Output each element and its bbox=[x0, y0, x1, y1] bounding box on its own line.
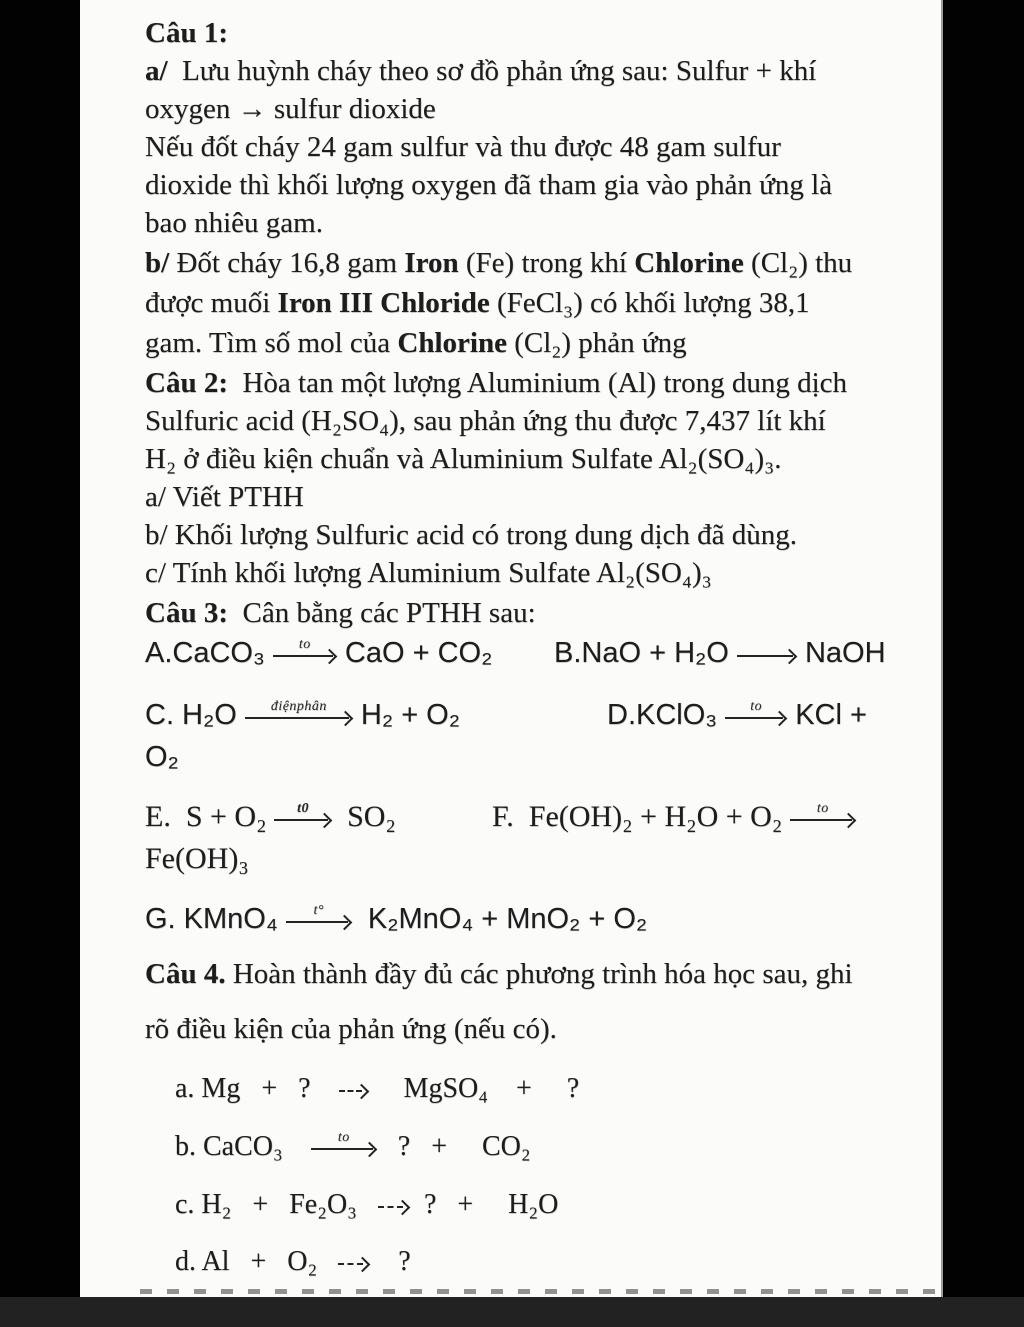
text-line bbox=[80, 244, 941, 282]
text-run: dioxide thì khối lượng oxygen đã tham gia vào phản ứng là bbox=[145, 169, 833, 201]
reaction-arrow-icon bbox=[286, 903, 352, 930]
text-run: E. S + O₂ bbox=[145, 800, 275, 833]
text-run: SO₂ bbox=[332, 800, 396, 833]
text-run: (Cl₂) phản ứng bbox=[506, 327, 687, 359]
text-run: H₂ ở điều kiện chuẩn và Aluminium Sulfate Al₂(SO₄)₃. bbox=[145, 443, 782, 475]
text-run: (FeCl₃) có khối lượng 38,1 bbox=[489, 287, 810, 319]
equation-column bbox=[492, 796, 856, 838]
bold-text-run: Iron bbox=[404, 247, 459, 279]
text-line bbox=[80, 478, 941, 516]
right-letterbox-bar bbox=[943, 0, 1024, 1297]
text-run: NaOH bbox=[796, 637, 886, 669]
equation-column bbox=[607, 694, 867, 736]
reaction-arrow-icon bbox=[273, 637, 337, 664]
text-run: d. Al + O₂ bbox=[175, 1246, 339, 1277]
text-line bbox=[80, 128, 941, 166]
left-letterbox-bar bbox=[0, 0, 80, 1297]
text-run: F. Fe(OH)₂ + H₂O + O₂ bbox=[492, 800, 790, 833]
text-run: D.KClO₃ bbox=[607, 699, 726, 731]
text-run: a. Mg + ? bbox=[175, 1073, 339, 1104]
text-run: O₂ bbox=[145, 741, 179, 773]
text-line bbox=[80, 554, 941, 592]
text-line bbox=[80, 402, 941, 440]
text-run: Đốt cháy 16,8 gam bbox=[169, 247, 405, 279]
text-line bbox=[80, 1010, 941, 1048]
reaction-arrow-icon bbox=[790, 801, 856, 828]
text-run: Nếu đốt cháy 24 gam sulfur và thu được 48 gam sulfur bbox=[145, 131, 781, 163]
text-run: b. CaCO₃ bbox=[175, 1131, 311, 1162]
text-line bbox=[80, 838, 941, 880]
text-line bbox=[80, 1128, 941, 1166]
reaction-arrow-icon bbox=[274, 801, 332, 828]
bold-text-run: Iron III Chloride bbox=[277, 287, 490, 319]
text-line bbox=[80, 1243, 941, 1281]
text-run: (Fe) trong khí bbox=[458, 247, 635, 279]
reaction-arrow-icon bbox=[737, 644, 797, 664]
text-line bbox=[80, 632, 941, 674]
text-run: c/ Tính khối lượng Aluminium Sulfate Al₂(SO₄)₃ bbox=[145, 557, 712, 589]
reaction-arrow-icon bbox=[338, 1252, 370, 1272]
text-run: Sulfuric acid (H₂SO₄), sau phản ứng thu được 7,437 lít khí bbox=[145, 405, 826, 437]
text-line bbox=[80, 284, 941, 322]
bottom-letterbox-bar bbox=[0, 1297, 1024, 1327]
text-run: ? + CO₂ bbox=[376, 1131, 531, 1162]
text-run: CaO + CO₂ bbox=[336, 637, 493, 669]
reaction-arrow-icon bbox=[378, 1195, 410, 1215]
text-run: bao nhiêu gam. bbox=[145, 207, 323, 239]
arrow-condition-label: t° bbox=[313, 903, 325, 918]
text-line bbox=[80, 796, 941, 838]
document-page bbox=[80, 0, 941, 1297]
reaction-arrow-icon bbox=[245, 699, 353, 726]
text-run: Fe(OH)₃ bbox=[145, 842, 249, 875]
bold-text-run: Chlorine bbox=[397, 327, 507, 359]
text-run: ? + H₂O bbox=[409, 1189, 559, 1220]
text-run: B.NaO + H₂O bbox=[554, 637, 737, 669]
arrow-condition-label: to bbox=[298, 637, 311, 652]
equation-column bbox=[554, 632, 886, 674]
text-run: K₂MnO₄ + MnO₂ + O₂ bbox=[351, 903, 648, 935]
text-line bbox=[80, 364, 941, 402]
text-run: Cân bằng các PTHH sau: bbox=[227, 597, 536, 629]
text-line bbox=[80, 324, 941, 362]
text-line bbox=[80, 516, 941, 554]
text-line bbox=[80, 440, 941, 478]
text-run: c. H₂ + Fe₂O₃ bbox=[175, 1189, 378, 1220]
text-run: oxygen → sulfur dioxide bbox=[145, 93, 436, 125]
text-line bbox=[80, 204, 941, 242]
text-line bbox=[80, 736, 941, 778]
text-run: ? bbox=[370, 1246, 411, 1277]
reaction-arrow-icon bbox=[725, 699, 787, 726]
reaction-arrow-icon bbox=[311, 1130, 377, 1157]
text-line bbox=[80, 90, 941, 128]
text-run: Hoàn thành đầy đủ các phương trình hóa học sau, ghi bbox=[225, 958, 853, 990]
text-run: Lưu huỳnh cháy theo sơ đồ phản ứng sau: Sulfur + khí bbox=[167, 55, 817, 87]
text-run: a/ Viết PTHH bbox=[145, 481, 304, 513]
arrow-condition-label: to bbox=[750, 699, 763, 714]
text-run: H₂ + O₂ bbox=[352, 699, 460, 731]
text-line bbox=[80, 52, 941, 90]
bold-text-run: b/ bbox=[145, 247, 170, 279]
bold-text-run: Câu 4. bbox=[145, 958, 226, 990]
text-line bbox=[80, 694, 941, 736]
text-run: A.CaCO₃ bbox=[145, 637, 273, 669]
arrow-condition-label: t0 bbox=[297, 801, 309, 816]
arrow-condition-label: điệnphân bbox=[270, 699, 327, 714]
arrow-condition-label: to bbox=[816, 801, 829, 816]
text-run: KCl + bbox=[787, 699, 867, 731]
reaction-arrow-icon bbox=[339, 1079, 369, 1099]
text-run: G. KMnO₄ bbox=[145, 903, 286, 935]
bold-text-run: Câu 3: bbox=[145, 597, 228, 629]
text-run: Hòa tan một lượng Aluminium (Al) trong dung dịch bbox=[227, 367, 848, 399]
text-run: được muối bbox=[145, 287, 278, 319]
text-line bbox=[80, 898, 941, 940]
text-line bbox=[80, 955, 941, 993]
text-line bbox=[80, 594, 941, 632]
text-run: b/ Khối lượng Sulfuric acid có trong dung dịch đã dùng. bbox=[145, 519, 798, 551]
text-run: gam. Tìm số mol của bbox=[145, 327, 398, 359]
bold-text-run: Câu 2: bbox=[145, 367, 228, 399]
cut-off-text-row bbox=[140, 1289, 941, 1294]
arrow-condition-label: to bbox=[337, 1130, 350, 1145]
text-line bbox=[80, 166, 941, 204]
bold-text-run: Chlorine bbox=[634, 247, 744, 279]
bold-text-run: Câu 1: bbox=[145, 17, 228, 49]
text-line bbox=[80, 1070, 941, 1108]
bold-text-run: a/ bbox=[145, 55, 168, 87]
text-run: C. H₂O bbox=[145, 699, 245, 731]
text-run: MgSO₄ + ? bbox=[368, 1073, 580, 1104]
text-line bbox=[80, 1186, 941, 1224]
text-run: rõ điều kiện của phản ứng (nếu có). bbox=[145, 1013, 557, 1045]
text-run: (Cl₂) thu bbox=[743, 247, 853, 279]
text-line bbox=[80, 14, 941, 52]
